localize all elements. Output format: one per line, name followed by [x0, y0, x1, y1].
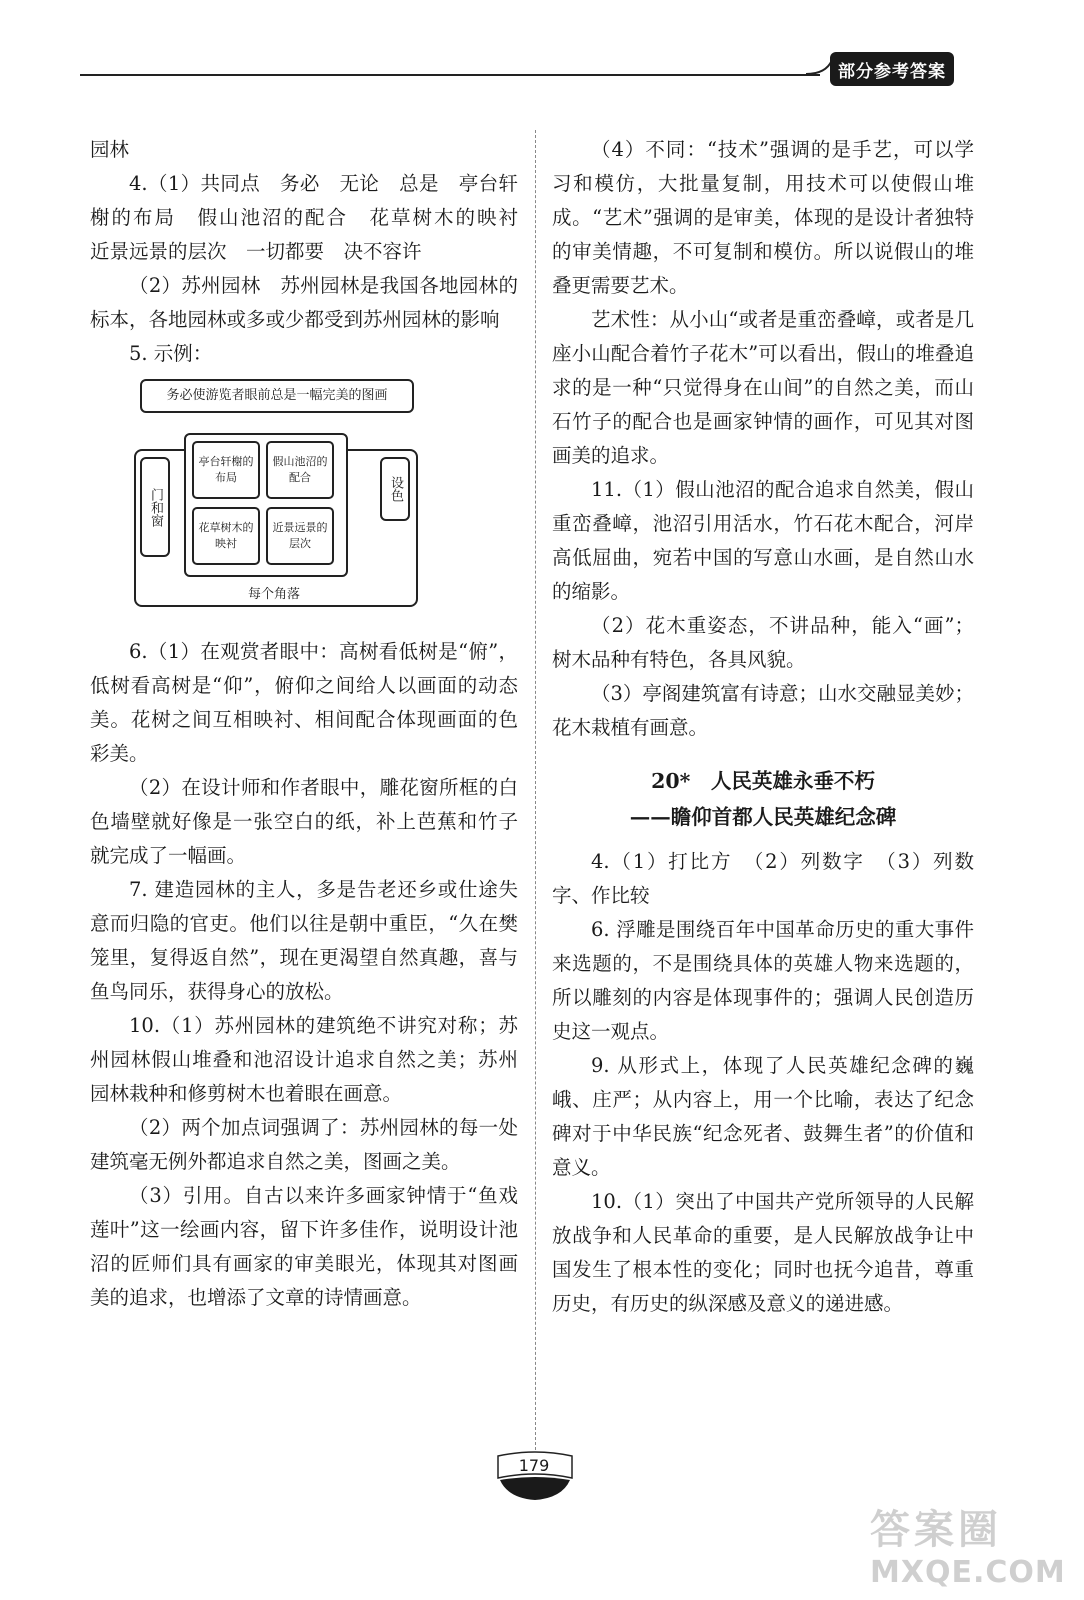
answer-10-3: （3）引用。自古以来许多画家钟情于“鱼戏莲叶”这一绘画内容，留下许多佳作，说明设计池沼的匠师们具有画家的审美眼光，体现其对图画美的追求，也增添了文章的诗情画意。: [90, 1184, 518, 1309]
lesson-title: [552, 763, 974, 835]
answer-11: 11.（1）假山池沼的配合追求自然美，假山重峦叠嶂，池沼引用活水，竹石花木配合，河岸高低屈曲，宛若中国的写意山水画，是自然山水的缩影。: [552, 478, 974, 603]
column-divider: [535, 130, 536, 1450]
answer-10: 10.（1）苏州园林的建筑绝不讲究对称；苏州园林假山堆叠和池沼设计追求自然之美；苏州园林栽种和修剪树木也着眼在画意。: [90, 1014, 518, 1105]
diagram-color: 设色: [380, 457, 410, 521]
answer-text: 园林: [90, 138, 130, 161]
page-number: 179: [518, 1456, 550, 1475]
answer-6-2: （2）在设计师和作者眼中，雕花窗所框的白色墙壁就好像是一张空白的纸，补上芭蕉和竹子就完成了一幅画。: [90, 776, 518, 867]
diagram-cell: 花草树木的映衬: [192, 507, 260, 565]
diagram-inner-frame: [184, 433, 348, 577]
watermark-top: 答案圈: [870, 1507, 1002, 1553]
lesson-answer-10: 10.（1）突出了中国共产党所领导的人民解放战争和人民革命的重要，是人民解放战争让中国发生了根本性的变化；同时也抚今追昔，尊重历史，有历史的纵深感及意义的递进感。: [552, 1190, 974, 1315]
header-rule: [80, 74, 820, 76]
watermark-logo: [870, 1498, 1070, 1598]
left-column: [90, 133, 538, 1315]
answer-11-3: （3）亭阁建筑富有诗意；山水交融显美妙；花木栽植有画意。: [552, 682, 974, 739]
answer-4-2: （2）苏州园林 苏州园林是我国各地园林的标本，各地园林或多或少都受到苏州园林的影响: [90, 274, 518, 331]
answer-10-2: （2）两个加点词强调了：苏州园林的每一处建筑毫无例外都追求自然之美，图画之美。: [90, 1116, 518, 1173]
diagram-title: 务必使游览者眼前总是一幅完美的图画: [140, 379, 414, 413]
diagram-cell: 近景远景的层次: [266, 507, 334, 565]
garden-diagram: [90, 377, 500, 617]
lesson-title-sub: ——瞻仰首都人民英雄纪念碑: [629, 805, 897, 829]
diagram-every-corner: 每个角落: [247, 587, 300, 602]
watermark-bottom: MXQE.COM: [870, 1555, 1066, 1590]
diagram-cell: 亭台轩榭的布局: [192, 441, 260, 499]
answer-5: 5. 示例：: [129, 342, 213, 365]
lesson-answer-6: 6. 浮雕是围绕百年中国革命历史的重大事件来选题的，不是围绕具体的英雄人物来选题的，所以雕刻的内容是体现事件的；强调人民创造历史这一观点。: [552, 918, 974, 1043]
right-column: [552, 133, 974, 1321]
answer-11-2: （2）花木重姿态，不讲品种，能入“画”；树木品种有特色，各具风貌。: [552, 614, 974, 671]
lesson-answer-9: 9. 从形式上，体现了人民英雄纪念碑的巍峨、庄严；从内容上，用一个比喻，表达了纪念碑对于中华民族“纪念死者、鼓舞生者”的价值和意义。: [552, 1054, 974, 1179]
lesson-title-main: 20* 人民英雄永垂不朽: [651, 769, 875, 793]
page-number-ornament: [490, 1448, 580, 1504]
artistry-text: 艺术性：从小山“或者是重峦叠嶂，或者是几座小山配合着竹子花木”可以看出，假山的堆叠追求的是一种“只觉得身在山间”的自然之美，而山石竹子的配合也是画家钟情的画作，可见其对图画美的追求。: [552, 308, 974, 467]
diagram-cell: 假山池沼的配合: [266, 441, 334, 499]
answer-10-4: （4）不同：“技术”强调的是手艺，可以学习和模仿，大批量复制，用技术可以使假山堆成。“艺术”强调的是审美，体现的是设计者独特的审美情趣，不可复制和模仿。所以说假山的堆叠更需要艺术。: [552, 138, 974, 297]
lesson-answer-4: 4.（1）打比方 （2）列数字 （3）列数字、作比较: [552, 850, 974, 907]
diagram-door-window: 门和窗: [140, 457, 170, 557]
answer-6: 6.（1）在观赏者眼中：高树看低树是“俯”，低树看高树是“仰”，俯仰之间给人以画面的动态美。花树之间互相映衬、相间配合体现画面的色彩美。: [90, 640, 518, 765]
section-badge: 部分参考答案: [830, 52, 954, 86]
answer-4: 4.（1）共同点 务必 无论 总是 亭台轩榭的布局 假山池沼的配合 花草树木的映衬 近景远景的层次 一切都要 决不容许: [90, 172, 538, 263]
answer-7: 7. 建造园林的主人，多是告老还乡或仕途失意而归隐的官吏。他们以往是朝中重臣，“久在樊笼里，复得返自然”，现在更渴望自然真趣，喜与鱼鸟同乐，获得身心的放松。: [90, 878, 518, 1003]
